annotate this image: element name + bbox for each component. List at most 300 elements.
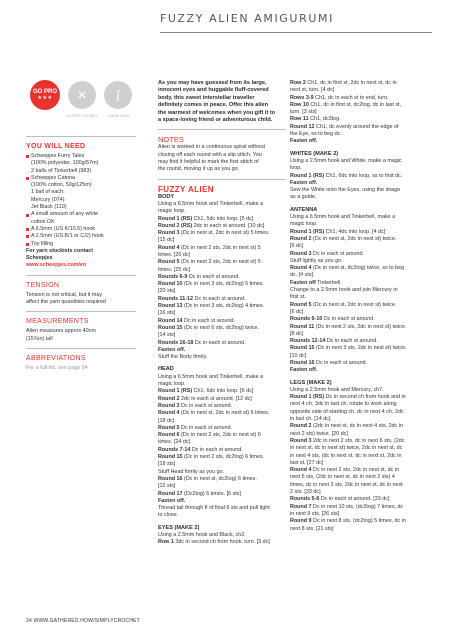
eyes-instructions	[158, 532, 286, 547]
round-label: Round 3	[158, 402, 180, 409]
round-label: Round 5	[290, 301, 312, 308]
round-text: (Dc in next 3 sts, 2dc in next st) twice.	[314, 345, 407, 352]
pattern-column-1	[158, 80, 286, 547]
round-text: [14 sts]	[158, 332, 176, 339]
divider	[158, 179, 286, 180]
divider	[26, 136, 136, 137]
materials-line: 1 ball of each:	[31, 189, 65, 196]
round-label: Rounds 6-10	[290, 316, 323, 323]
instruction-line	[290, 243, 424, 250]
instruction-line	[290, 526, 424, 533]
round-text: Dc in next 10 sts, (dc2tog) 7 times, dc	[311, 503, 404, 510]
notes-line: Alien is worked in a continuous spiral without	[158, 144, 265, 151]
round-label: Round 4	[158, 244, 180, 251]
round-text: Dc in each st around.	[182, 317, 236, 324]
round-label: Round 4	[290, 265, 312, 272]
round-text: 2dc in each st around. [12 dc]	[179, 395, 252, 402]
round-label: Round 3	[290, 437, 312, 444]
round-text: Dc in next 8 sts, (dc2tog) 5 times, dc in	[311, 518, 406, 525]
round-text: Using a 2.5mm hook and Mercury, ch7.	[290, 386, 384, 393]
instruction-line	[290, 236, 424, 243]
round-text: 3dc in second ch from hook, turn. [3 dc]	[173, 539, 270, 546]
instruction-line	[290, 80, 424, 87]
round-text: (Dc in next 3 sts, dc2tog) 4 times.	[182, 303, 265, 310]
round-text: (Dc in next st, 2dc in next st) 5 times.	[179, 230, 270, 237]
instruction-line	[158, 505, 286, 512]
round-text: (Dc in next st, 2dc in next st) 6 times.	[179, 410, 270, 417]
instruction-line	[290, 229, 424, 236]
instruction-line	[290, 302, 424, 309]
instruction-line	[290, 265, 424, 272]
round-label: Fasten off.	[158, 497, 186, 504]
yarn-ball-icon: ✕	[76, 88, 88, 102]
round-text: loop.	[290, 165, 302, 172]
materials-line: (100% cotton, 50g/125m)	[31, 182, 92, 189]
round-text: magic loop.	[290, 221, 318, 228]
round-text: Dc in each st around. [33 dc]	[319, 496, 390, 503]
instruction-line	[158, 491, 286, 498]
intro-line: a space-loving friend or adventurous child.	[158, 117, 273, 124]
round-label: Round 6	[158, 432, 180, 439]
round-text: 2 sts. [33 dc]	[290, 489, 321, 496]
instruction-line	[158, 267, 286, 274]
instruction-line	[158, 381, 286, 388]
instruction-line	[158, 476, 286, 483]
intro-line: innocent eyes and huggable fluff-covered	[158, 87, 269, 94]
round-text: Using a 6.5mm hook and Tinkerbell, make a	[290, 214, 396, 221]
round-text: Dc in each st around.	[193, 339, 246, 346]
instruction-line	[290, 394, 424, 401]
round-text: times. [24 dc]	[158, 439, 191, 446]
page-folio: 34 WWW.GATHERED.HOW/SIMPLYCROCHET	[26, 618, 140, 624]
round-text: (2dc in next st, dc in next 4 sts, 2dc in	[311, 423, 403, 430]
instruction-line	[290, 180, 424, 187]
round-text: Dc in each st around.	[322, 316, 375, 323]
instruction-line	[290, 438, 424, 445]
round-text: Dc in each st around.	[193, 295, 246, 302]
round-label: Round 9	[290, 518, 312, 525]
legs-heading: LEGS (MAKE 2)	[290, 379, 332, 386]
instruction-line	[290, 294, 424, 301]
round-label: Round 2	[290, 423, 312, 430]
materials-line: 2 balls of Tinkerbell (983)	[31, 167, 92, 174]
instruction-line	[158, 347, 286, 354]
antenna-instructions	[290, 214, 424, 375]
round-label: Row 1	[158, 539, 174, 546]
instruction-line	[290, 124, 424, 131]
divider	[26, 311, 136, 312]
round-text: in next 4 sts, (dc in next st, dc in next st, 2dc in	[290, 452, 402, 459]
instruction-line	[158, 230, 286, 237]
round-text: in last ch. [14 dc]	[290, 416, 331, 423]
body-instructions	[158, 201, 286, 362]
round-text: next st, turn. [4 dc]	[290, 87, 335, 94]
instruction-line	[158, 259, 286, 266]
round-label: Rows 3-9	[290, 94, 314, 101]
round-label: Row 10	[290, 101, 309, 108]
instruction-line	[290, 367, 424, 374]
measurements-line: Alien measures approx 40cm	[26, 328, 96, 335]
round-text: as a guide.	[290, 194, 317, 201]
instruction-line	[158, 425, 286, 432]
round-text: Ch1, dc in first st, 2dc in next st, dc in	[305, 80, 397, 86]
round-text: [6 dc]	[290, 243, 304, 250]
round-text: Stuff lightly as you go.	[290, 257, 343, 264]
round-text: turn. [3 sts]	[290, 109, 317, 116]
instruction-line	[290, 87, 424, 94]
stockist-link[interactable]: www.scheepjes.com/en	[26, 262, 87, 269]
instruction-line	[290, 316, 424, 323]
round-label: Rounds 6-9	[158, 273, 188, 280]
round-text: next 4 ch, 3dc in last ch, rotate to work along	[290, 401, 397, 408]
round-text: [6 dc]	[290, 308, 304, 315]
difficulty-badges	[30, 80, 132, 126]
materials-line: cotton DK	[31, 218, 55, 225]
instruction-line	[290, 280, 424, 287]
notes-text	[158, 144, 286, 173]
hook-size-badge	[104, 81, 132, 109]
round-text: opposite side of starting ch, dc in next 4 ch, 2dc	[290, 408, 404, 415]
instruction-line	[290, 423, 424, 430]
instruction-line	[158, 483, 286, 490]
sidebar-column	[26, 136, 136, 372]
instruction-line	[290, 109, 424, 116]
instruction-line	[158, 340, 286, 347]
round-label: Round 15	[158, 324, 183, 331]
round-text: Dc in second ch from hook and in	[324, 394, 406, 401]
round-text: Dc in next 2 sts, 2dc in next st, dc in	[311, 467, 400, 474]
notes-line: closing off each round with a slip stitch. You	[158, 151, 262, 158]
round-label: Rounds 12-14	[290, 338, 326, 345]
measurements-line: (15¾in) tall	[26, 335, 53, 342]
round-label: Round 3	[158, 230, 180, 237]
skill-level-badge	[30, 80, 60, 110]
round-label: Round 16	[290, 359, 315, 366]
instruction-line	[290, 504, 424, 511]
round-label: Fasten off.	[290, 179, 318, 186]
bullet-square-icon	[26, 155, 29, 158]
notes-line: the round, moving it up as you go.	[158, 166, 240, 173]
round-text: times. [25 dc]	[158, 266, 191, 273]
round-text: Stuff the Body firmly.	[158, 354, 208, 361]
round-text: Stuff Head firmly as you go.	[158, 468, 225, 475]
round-text: next 6 sts, (2dc in next st, dc in next 2 sts) 4	[290, 474, 395, 481]
skill-stars: ★★★	[37, 95, 53, 101]
round-text: Change to a 2.5mm hook and join Mercury in	[290, 287, 398, 294]
instruction-line	[290, 445, 424, 452]
round-label: Round 1 (RS)	[158, 388, 193, 395]
round-text: (Dc in next 2 sts, 2dc in next st) 5	[179, 244, 261, 251]
instruction-line	[158, 461, 286, 468]
tension-line: affect the yarn quantities required	[26, 299, 106, 306]
round-text: Dc in each st around.	[325, 338, 378, 345]
round-text: [18 sts]	[158, 461, 176, 468]
title-underline	[160, 32, 432, 33]
instruction-line	[290, 401, 424, 408]
round-text: Ch1, 6dc into loop. [6 dc]	[192, 388, 254, 395]
instruction-line	[158, 354, 286, 361]
instruction-line	[158, 454, 286, 461]
round-label: Round 3	[290, 250, 312, 257]
materials-item	[26, 241, 136, 248]
divider	[26, 348, 136, 349]
page-title: FUZZY ALIEN AMIGURUMI	[160, 12, 334, 25]
round-text: (Dc in next 3 sts, dc2tog) 5 times.	[182, 281, 265, 288]
instruction-line	[290, 272, 424, 279]
round-text: (Dc in next st, dc2tog) twice, ss to beg	[311, 265, 405, 272]
instruction-line	[158, 288, 286, 295]
instruction-line	[158, 296, 286, 303]
round-text: Using a 2.5mm hook and Black, ch2.	[158, 531, 246, 538]
instruction-line	[290, 102, 424, 109]
round-label: Fasten off.	[290, 367, 318, 374]
round-text: (Dc in next st, 2dc in next st) twice.	[311, 301, 397, 308]
whites-heading: WHITES (MAKE 2)	[290, 150, 339, 157]
round-text: Dc in each st around.	[179, 402, 233, 409]
instruction-line	[290, 258, 424, 265]
instruction-line	[158, 539, 286, 546]
page-header	[0, 4, 452, 30]
round-text: in next st, dc in next st) twice, 2dc in next st, dc	[290, 445, 403, 452]
instruction-line	[158, 439, 286, 446]
round-text: last st. [27 dc]	[290, 459, 324, 466]
materials-item	[26, 226, 136, 233]
instruction-line	[290, 518, 424, 525]
instruction-line	[290, 158, 424, 165]
body-heading: BODY	[158, 193, 175, 200]
round-label: Rounds 5-6	[290, 496, 320, 503]
instruction-line	[290, 221, 424, 228]
instruction-line	[290, 474, 424, 481]
materials-item-text: Scheepjes Catona	[31, 174, 76, 181]
instruction-line	[158, 318, 286, 325]
instruction-line	[290, 116, 424, 123]
instruction-line	[290, 138, 424, 145]
round-label: Round 1 (RS)	[290, 228, 325, 235]
instruction-line	[158, 432, 286, 439]
instruction-line	[158, 252, 286, 259]
instruction-line	[158, 469, 286, 476]
round-label: Round 5	[158, 424, 180, 431]
crochet-hook-icon: ∫	[116, 88, 120, 102]
round-label: Rounds 11-12	[158, 295, 194, 302]
round-label: Round 4	[158, 410, 180, 417]
round-text: Using a 6.5mm hook and Tinkerbell, make a	[158, 373, 264, 380]
round-label: Rounds 16-18	[158, 339, 194, 346]
instruction-line	[158, 410, 286, 417]
instruction-line	[158, 223, 286, 230]
round-label: Round 15	[290, 345, 315, 352]
round-text: the Eye, ss to beg dc.	[290, 131, 342, 138]
materials-item	[26, 233, 136, 240]
round-text: (Dc in next 2 sts, dc2tog) 6 times.	[182, 454, 265, 461]
divider	[26, 275, 136, 276]
round-text: Ch1, dc3tog.	[308, 116, 341, 123]
tension-heading: TENSION	[26, 281, 60, 289]
round-label: Round 16	[158, 475, 183, 482]
intro-line: body, this sweet interstellar traveller	[158, 94, 255, 101]
notes-line: may find it helpful to mark the first stitch of	[158, 159, 259, 166]
bullet-square-icon	[26, 243, 29, 246]
round-text: Dc in each st around.	[190, 446, 243, 453]
instruction-line	[290, 360, 424, 367]
instruction-line	[290, 194, 424, 201]
round-text: Tinkerbell.	[315, 279, 342, 286]
materials-item-text: A small amount of any white	[31, 211, 99, 218]
round-label: Round 1 (RS)	[290, 172, 325, 179]
instruction-line	[290, 251, 424, 258]
materials-item-text: A 6.5mm (US K/10.5) hook	[31, 225, 96, 232]
notes-heading: NOTES	[158, 135, 184, 145]
yarn-weight-caption: SUPER CHUNKY	[66, 113, 98, 118]
round-label: Round 13	[158, 303, 183, 310]
antenna-heading: ANTENNA	[290, 206, 318, 213]
instruction-line	[290, 353, 424, 360]
round-text: Ch1, dc evenly around the edge of	[314, 123, 399, 130]
round-text: times. [20 dc]	[158, 252, 191, 258]
round-label: Round 12	[290, 123, 315, 130]
instruction-line	[158, 201, 286, 208]
intro-line: As you may have guessed from its large,	[158, 80, 267, 86]
round-text: next 2 sts) twice. [20 dc]	[290, 430, 348, 437]
round-text: Using a 6.5mm hook and Tinkerbell, make a	[158, 200, 264, 207]
materials-item-text: A 2.5mm (US B/1 or C/2) hook	[31, 233, 104, 240]
instruction-line	[290, 309, 424, 316]
round-text: Dc in each st around.	[311, 250, 365, 257]
round-text: (Dc in next 6 sts, dc2tog) twice.	[182, 324, 259, 331]
round-label: Round 1 (RS)	[158, 215, 193, 222]
you-will-need-heading: YOU WILL NEED	[26, 143, 86, 150]
instruction-line	[158, 245, 286, 252]
round-text: [16 sts]	[158, 310, 176, 317]
round-text: dc. [4 sts]	[290, 272, 314, 279]
whites-instructions	[290, 158, 424, 202]
instruction-line	[158, 403, 286, 410]
instruction-line	[290, 431, 424, 438]
round-text: Sew the White onto the Eyes, using the image	[290, 187, 401, 194]
tension-line: Tension is not critical, but it may	[26, 291, 103, 298]
round-text: Ch1, 4dc into loop. [4 dc]	[324, 228, 386, 235]
instruction-line	[290, 214, 424, 221]
bullet-square-icon	[26, 235, 29, 238]
round-text: [10 dc]	[290, 352, 307, 359]
instruction-line	[290, 187, 424, 194]
instruction-line	[158, 237, 286, 244]
round-text: Ch1, 6dc into loop, ss to first dc.	[324, 172, 403, 179]
instruction-line	[158, 388, 286, 395]
round-text: Ch1, 5dc into loop. [5 dc]	[192, 215, 254, 222]
instruction-line	[290, 173, 424, 180]
instruction-line	[290, 409, 424, 416]
round-text: to close.	[158, 512, 179, 519]
instruction-line	[158, 208, 286, 215]
round-text: magic loop.	[158, 208, 186, 215]
intro-paragraph	[158, 80, 286, 124]
instruction-line	[158, 532, 286, 539]
materials-item-text: Scheepjes Furry Tales	[31, 153, 85, 159]
round-label: Round 17	[158, 490, 183, 497]
round-label: Fasten off	[290, 279, 316, 286]
materials-line: (100% polyester, 100g/57m)	[31, 160, 99, 167]
round-text: Dc in each st around.	[314, 359, 368, 366]
instruction-line	[290, 95, 424, 102]
instruction-line	[158, 216, 286, 223]
legs-instructions	[290, 387, 424, 533]
abbreviations-heading: ABBREVIATIONS	[26, 354, 86, 362]
round-label: Round 2	[158, 395, 180, 402]
instruction-line	[158, 374, 286, 381]
round-label: Round 1 (RS)	[290, 394, 325, 401]
round-label: Round 14	[158, 317, 183, 324]
round-text: Ch1, dc in first st, dc2tog, dc in last st,	[308, 101, 402, 108]
round-text: 2dc in next 2 sts, dc in next 6 sts, (2dc	[311, 437, 405, 444]
materials-item	[26, 211, 136, 218]
round-label: Round 2	[290, 235, 312, 242]
round-text: [18 dc]	[158, 417, 175, 424]
eyes-heading: EYES (MAKE 2)	[158, 524, 200, 531]
divider	[158, 129, 286, 130]
round-label: Round 10	[158, 281, 183, 288]
round-text: [15 dc]	[158, 237, 175, 244]
round-text: (Dc in next 2 sts, 2dc in next st) twice.	[314, 323, 407, 330]
materials-line: For yarn stockists contact	[26, 247, 94, 254]
round-text: Thread tail through fl of final 6 sts and pull tight	[158, 505, 270, 512]
materials-line: Scheepjes	[26, 255, 53, 262]
instruction-line	[158, 274, 286, 281]
instruction-line	[158, 396, 286, 403]
instruction-line	[290, 165, 424, 172]
bullet-square-icon	[26, 177, 29, 180]
instruction-line	[290, 467, 424, 474]
round-label: Round 15	[158, 454, 183, 461]
eyes-instructions-continued	[290, 80, 424, 146]
instruction-line	[290, 453, 424, 460]
instruction-line	[158, 498, 286, 505]
round-text: (Dc in next 2 sts, 2dc in next st) 6	[179, 432, 261, 439]
instruction-line	[290, 482, 424, 489]
instruction-line	[158, 281, 286, 288]
instruction-line	[158, 325, 286, 332]
intro-line: definitely comes in peace. Offer this alien	[158, 102, 269, 109]
round-text: Ch1, dc in each st to end, turn.	[313, 94, 389, 101]
pattern-column-2	[290, 80, 424, 533]
intro-line: the warmest of welcomes when you gift it to	[158, 109, 276, 116]
round-text: (Dc in next st, 2dc in next st) twice.	[311, 235, 397, 242]
round-label: Fasten off.	[290, 138, 318, 145]
materials-line: Mercury (074)	[31, 196, 65, 203]
round-label: Round 2 (RS)	[158, 222, 193, 229]
instruction-line	[158, 303, 286, 310]
round-text: Using a 2.5mm hook and White, make a magic	[290, 157, 402, 164]
round-text: 2dc in each st around. [10 dc]	[192, 222, 265, 229]
head-heading: HEAD	[158, 366, 174, 373]
round-text: Dc in each st around.	[187, 273, 240, 280]
instruction-line	[158, 447, 286, 454]
round-text: times, dc in next 3 sts, 2dc in next st, dc in next	[290, 481, 403, 488]
materials-item-text: Toy filling	[31, 240, 54, 247]
instruction-line	[158, 332, 286, 339]
round-text: first st.	[290, 294, 306, 301]
instruction-line	[290, 416, 424, 423]
instruction-line	[290, 345, 424, 352]
round-label: Fasten off.	[158, 346, 186, 353]
instruction-line	[290, 489, 424, 496]
instruction-line	[290, 331, 424, 338]
round-text: in next 9 sts. [26 sts]	[290, 510, 340, 517]
round-label: Row 11	[290, 116, 309, 123]
materials-list	[26, 153, 136, 270]
round-text: Dc in each st around.	[179, 424, 233, 431]
